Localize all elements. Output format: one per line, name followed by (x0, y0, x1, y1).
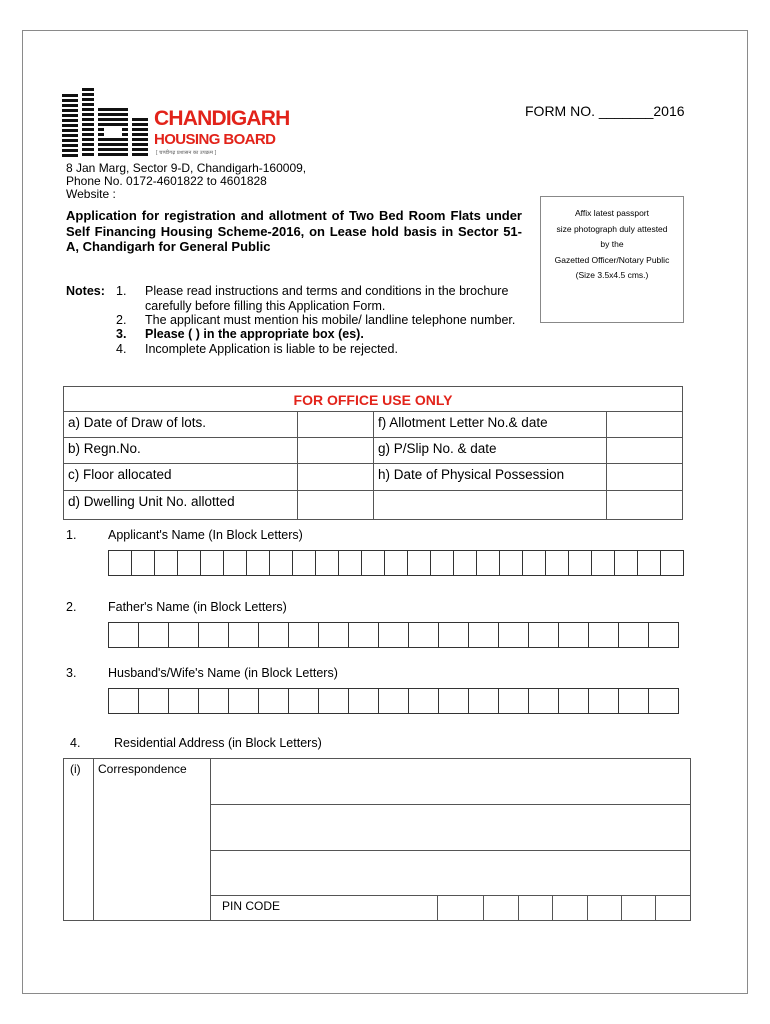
letter-box[interactable] (338, 550, 362, 576)
letter-box[interactable] (545, 550, 569, 576)
spouse-name-boxes[interactable] (108, 688, 678, 714)
logo-name: CHANDIGARH (154, 107, 290, 130)
letter-box[interactable] (246, 550, 270, 576)
question-label: Husband's/Wife's Name (in Block Letters) (108, 666, 338, 680)
office-label-g: g) P/Slip No. & date (378, 441, 497, 456)
chb-logo-icon (62, 88, 148, 160)
question-label: Father's Name (in Block Letters) (108, 600, 287, 614)
table-divider (93, 758, 94, 921)
photo-line: Gazetted Officer/Notary Public (554, 254, 670, 265)
pin-divider (655, 895, 656, 921)
website-line: Website : (66, 187, 116, 201)
question-label: Residential Address (in Block Letters) (114, 736, 322, 750)
letter-box[interactable] (453, 550, 477, 576)
letter-box[interactable] (198, 688, 229, 714)
letter-box[interactable] (108, 622, 139, 648)
question-number: 2. (66, 600, 77, 614)
letter-box[interactable] (138, 688, 169, 714)
address-line-1-field[interactable] (211, 759, 690, 803)
table-divider (297, 411, 298, 519)
table-divider (210, 895, 691, 896)
letter-box[interactable] (348, 622, 379, 648)
letter-box[interactable] (318, 688, 349, 714)
letter-box[interactable] (476, 550, 500, 576)
letter-box[interactable] (648, 688, 679, 714)
letter-box[interactable] (131, 550, 155, 576)
pin-divider (518, 895, 519, 921)
logo-subtitle: HOUSING BOARD (154, 131, 276, 148)
notes-label: Notes: (66, 284, 105, 298)
letter-box[interactable] (568, 550, 592, 576)
letter-box[interactable] (438, 688, 469, 714)
office-label-a: a) Date of Draw of lots. (68, 415, 207, 430)
pin-divider (483, 895, 484, 921)
note-number: 2. (116, 313, 127, 327)
photo-line: (Size 3.5x4.5 cms.) (575, 270, 649, 280)
letter-box[interactable] (200, 550, 224, 576)
address-line-3-field[interactable] (211, 851, 690, 894)
letter-box[interactable] (618, 622, 649, 648)
note-number: 3. (116, 327, 127, 341)
letter-box[interactable] (614, 550, 638, 576)
photo-line: Affix latest passport (574, 208, 650, 218)
letter-box[interactable] (660, 550, 684, 576)
note-text: The applicant must mention his mobile/ landline telephone number. (145, 313, 516, 327)
letter-box[interactable] (378, 622, 409, 648)
photo-line: size photograph duly attested (556, 223, 668, 234)
letter-box[interactable] (315, 550, 339, 576)
letter-box[interactable] (407, 550, 431, 576)
letter-box[interactable] (637, 550, 661, 576)
letter-box[interactable] (378, 688, 409, 714)
father-name-boxes[interactable] (108, 622, 678, 648)
pin-code-label: PIN CODE (222, 899, 281, 913)
letter-box[interactable] (468, 622, 499, 648)
letter-box[interactable] (228, 688, 259, 714)
note-text: Please read instructions and terms and conditions in the brochure carefully before filling this Application Form. (145, 284, 509, 313)
pin-divider (552, 895, 553, 921)
letter-box[interactable] (438, 622, 469, 648)
letter-box[interactable] (498, 688, 529, 714)
letter-box[interactable] (177, 550, 201, 576)
letter-box[interactable] (588, 688, 619, 714)
question-label: Applicant's Name (In Block Letters) (108, 528, 303, 542)
letter-box[interactable] (528, 688, 559, 714)
note-text: Please ( ) in the appropriate box (es). (145, 327, 364, 341)
application-title: Application for registration and allotment of Two Bed Room Flats under Self Financing Housing Scheme-2016, on Lease hold basis in Sector 51-A, Chandigarh for General Public (66, 208, 522, 254)
letter-box[interactable] (154, 550, 178, 576)
office-label-c: c) Floor allocated (68, 467, 172, 482)
photo-instructions (540, 206, 684, 284)
letter-box[interactable] (558, 622, 589, 648)
letter-box[interactable] (618, 688, 649, 714)
letter-box[interactable] (648, 622, 679, 648)
correspondence-label: Correspondence (98, 762, 187, 776)
table-divider (606, 411, 607, 519)
note-text: Incomplete Application is liable to be rejected. (145, 342, 398, 356)
letter-box[interactable] (292, 550, 316, 576)
letter-box[interactable] (384, 550, 408, 576)
letter-box[interactable] (318, 622, 349, 648)
question-number: 4. (70, 736, 81, 750)
letter-box[interactable] (558, 688, 589, 714)
letter-box[interactable] (228, 622, 259, 648)
address-line: 8 Jan Marg, Sector 9-D, Chandigarh-160009, (66, 161, 307, 175)
letter-box[interactable] (468, 688, 499, 714)
pin-divider (587, 895, 588, 921)
letter-box[interactable] (361, 550, 385, 576)
note-number: 1. (116, 284, 127, 298)
pin-divider (621, 895, 622, 921)
office-label-h: h) Date of Physical Possession (378, 467, 565, 482)
office-address (66, 162, 306, 201)
letter-box[interactable] (258, 688, 289, 714)
letter-box[interactable] (108, 688, 139, 714)
letter-box[interactable] (498, 622, 529, 648)
letter-box[interactable] (288, 622, 319, 648)
letter-box[interactable] (258, 622, 289, 648)
letter-box[interactable] (108, 550, 132, 576)
letter-box[interactable] (588, 622, 619, 648)
office-label-b: b) Regn.No. (68, 441, 141, 456)
office-label-f: f) Allotment Letter No.& date (378, 415, 548, 430)
letter-box[interactable] (138, 622, 169, 648)
office-use-title: FOR OFFICE USE ONLY (293, 392, 453, 408)
letter-box[interactable] (288, 688, 319, 714)
letter-box[interactable] (528, 622, 559, 648)
note-number: 4. (116, 342, 127, 356)
form-number: FORM NO. _______2016 (525, 103, 685, 119)
letter-box[interactable] (168, 688, 199, 714)
letter-box[interactable] (591, 550, 615, 576)
letter-box[interactable] (198, 622, 229, 648)
letter-box[interactable] (499, 550, 523, 576)
photo-line: by the (600, 239, 624, 249)
table-divider (373, 411, 374, 519)
question-number: 3. (66, 666, 77, 680)
question-number: 1. (66, 528, 77, 542)
phone-line: Phone No. 0172-4601822 to 4601828 (66, 174, 267, 188)
letter-box[interactable] (522, 550, 546, 576)
letter-box[interactable] (269, 550, 293, 576)
letter-box[interactable] (223, 550, 247, 576)
letter-box[interactable] (408, 688, 439, 714)
letter-box[interactable] (408, 622, 439, 648)
office-label-d: d) Dwelling Unit No. allotted (68, 494, 235, 509)
logo-tagline: [ चण्डीगढ़ प्रशासन का उपक्रम ] (156, 150, 217, 156)
letter-box[interactable] (348, 688, 379, 714)
letter-box[interactable] (168, 622, 199, 648)
address-line-2-field[interactable] (211, 805, 690, 849)
letter-box[interactable] (430, 550, 454, 576)
applicant-name-boxes[interactable] (108, 550, 683, 576)
pin-divider (437, 895, 438, 921)
address-index: (i) (70, 762, 81, 776)
